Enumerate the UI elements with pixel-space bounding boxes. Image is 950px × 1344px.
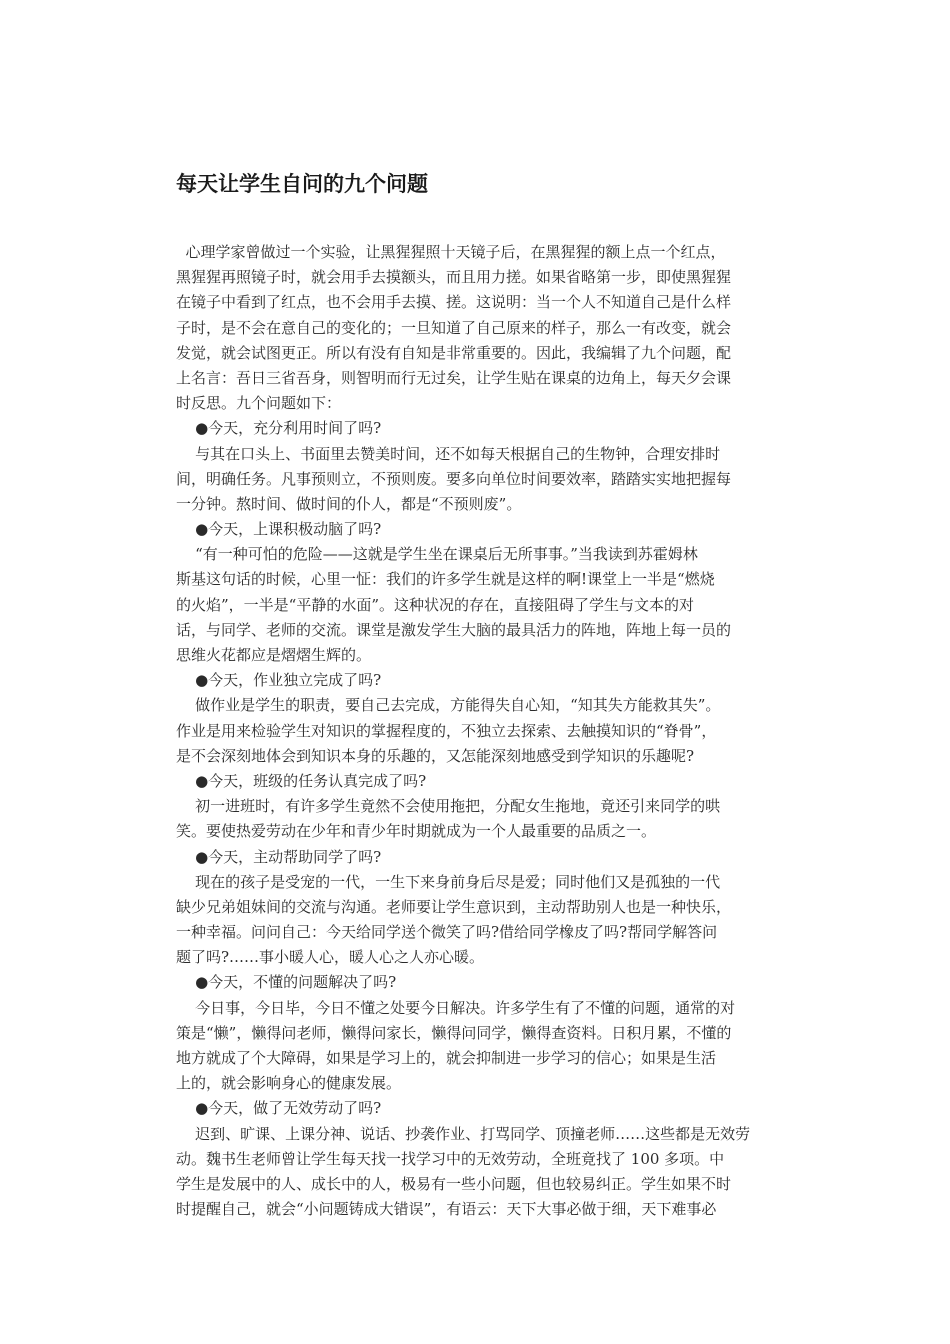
body-line: 今日事，今日毕，今日不懂之处要今日解决。许多学生有了不懂的问题，通常的对 xyxy=(176,998,736,1017)
body-line: 地方就成了个大障碍，如果是学习上的，就会抑制进一步学习的信心；如果是生活 xyxy=(176,1049,717,1067)
body-line: 一种幸福。问问自己：今天给同学送个微笑了吗?借给同学橡皮了吗?帮同学解答问 xyxy=(176,923,718,942)
body-line: 迟到、旷课、上课分神、说话、抄袭作业、打骂同学、顶撞老师……这些都是无效劳 xyxy=(176,1124,751,1143)
body-line: 上名言：吾日三省吾身，则智明而行无过矣，让学生贴在课桌的边角上，每天夕会课 xyxy=(176,368,732,387)
body-line: 作业是用来检验学生对知识的掌握程度的，不独立去探索、去触摸知识的“脊骨”， xyxy=(176,721,717,740)
document-title: 每天让学生自问的九个问题 xyxy=(176,172,428,196)
body-line: ●今天，上课积极动脑了吗? xyxy=(176,520,382,539)
body-line: 策是“懒”，懒得问老师，懒得问家长，懒得问同学，懒得查资料。日积月累，不懂的 xyxy=(176,1023,732,1042)
body-line: 与其在口头上、书面里去赞美时间，还不如每天根据自己的生物钟，合理安排时 xyxy=(176,444,721,463)
body-line: 做作业是学生的职责，要自己去完成，方能得失自心知，“知其失方能救其失”。 xyxy=(176,696,721,715)
body-line: 时反思。九个问题如下： xyxy=(176,394,342,413)
body-line: 黑猩猩再照镜子时，就会用手去摸额头，而且用力搓。如果省略第一步，即使黑猩猩 xyxy=(176,268,732,287)
body-line: 是不会深刻地体会到知识本身的乐趣的，又怎能深刻地感受到学知识的乐趣呢? xyxy=(176,746,695,765)
body-line: 发觉，就会试图更正。所以有没有自知是非常重要的。因此，我编辑了九个问题，配 xyxy=(176,343,732,362)
body-line: 初一进班时，有许多学生竟然不会使用拖把，分配女生拖地，竟还引来同学的哄 xyxy=(176,797,721,816)
body-line: 斯基这句话的时候，心里一怔：我们的许多学生就是这样的啊!课堂上一半是“燃烧 xyxy=(176,570,715,589)
body-line: 的火焰”，一半是“平静的水面”。这种状况的存在，直接阻碍了学生与文本的对 xyxy=(176,595,695,614)
body-line: 一分钟。熬时间、做时间的仆人，都是“不预则废”。 xyxy=(176,494,522,513)
body-line: 心理学家曾做过一个实验，让黑猩猩照十天镜子后，在黑猩猩的额上点一个红点， xyxy=(176,243,726,261)
body-line: 思维火花都应是熠熠生辉的。 xyxy=(176,646,372,664)
body-line: 间，明确任务。凡事预则立，不预则废。要多向单位时间要效率，踏踏实实地把握每 xyxy=(176,469,732,488)
body-line: ●今天，班级的任务认真完成了吗? xyxy=(176,771,427,790)
document-body xyxy=(176,240,776,1222)
body-line: 上的，就会影响身心的健康发展。 xyxy=(176,1074,402,1093)
body-line: ●今天，做了无效劳动了吗? xyxy=(176,1099,382,1118)
body-line: 缺少兄弟姐妹间的交流与沟通。老师要让学生意识到，主动帮助别人也是一种快乐， xyxy=(176,897,732,916)
body-line: 时提醒自己，就会“小问题铸成大错误”，有语云：天下大事必做于细，天下难事必 xyxy=(176,1200,717,1219)
body-line: ●今天，主动帮助同学了吗? xyxy=(176,847,382,866)
body-line: 子时，是不会在意自己的变化的；一旦知道了自己原来的样子，那么一有改变，就会 xyxy=(176,318,732,337)
body-line: 题了吗?……事小暖人心，暖人心之人亦心暖。 xyxy=(176,948,485,967)
body-line: 笑。要使热爱劳动在少年和青少年时期就成为一个人最重要的品质之一。 xyxy=(176,822,657,841)
body-line: ●今天，不懂的问题解决了吗? xyxy=(176,973,397,992)
body-line: ●今天，作业独立完成了吗? xyxy=(176,671,382,690)
body-line: 学生是发展中的人、成长中的人，极易有一些小问题，但也较易纠正。学生如果不时 xyxy=(176,1174,732,1193)
body-line: ●今天，充分利用时间了吗? xyxy=(176,419,382,438)
body-line: 在镜子中看到了红点，也不会用手去摸、搓。这说明：当一个人不知道自己是什么样 xyxy=(176,293,732,312)
body-line: “有一种可怕的危险——这就是学生坐在课桌后无所事事。”当我读到苏霍姆林 xyxy=(176,545,698,564)
body-line: 话，与同学、老师的交流。课堂是激发学生大脑的最具活力的阵地，阵地上每一员的 xyxy=(176,620,732,639)
body-line: 动。魏书生老师曾让学生每天找一找学习中的无效劳动，全班竟找了 100 多项。中 xyxy=(176,1149,725,1168)
body-line: 现在的孩子是受宠的一代，一生下来身前身后尽是爱；同时他们又是孤独的一代 xyxy=(176,872,721,891)
